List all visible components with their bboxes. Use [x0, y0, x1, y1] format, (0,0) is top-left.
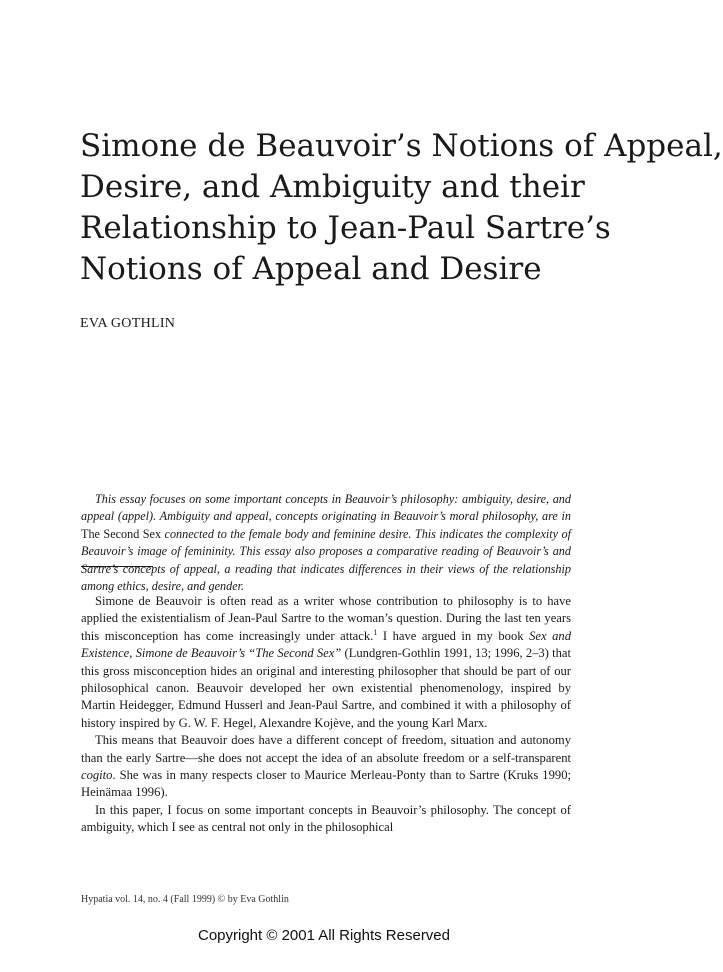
- body-paragraph-2: [81, 732, 571, 802]
- title-line-4: Notions of Appeal and Desire: [80, 251, 542, 287]
- abstract-text-2: connected to the female body and feminine desire. This indicates the complexity of Beauvoir’s image of femininity. This essay also proposes a comparative reading of Beauvoir’s and Sartre’s concepts of appeal, a reading that indicates differences in their views of the relationship among ethics, desire, and gender.: [81, 526, 571, 594]
- cited-book-title: Sex and Existence, Simone de Beauvoir’s “The Second Sex”: [81, 628, 572, 661]
- section-divider: [81, 566, 153, 567]
- author-name: EVA GOTHLIN: [80, 316, 176, 331]
- journal-footer: Hypatia vol. 14, no. 4 (Fall 1999) © by Eva Gothlin: [81, 894, 289, 905]
- title-line-3: Relationship to Jean-Paul Sartre’s: [80, 210, 611, 246]
- body-paragraph-1: [81, 593, 571, 732]
- cogito-term: cogito: [81, 768, 113, 783]
- abstract: [81, 491, 571, 595]
- abstract-paragraph: [81, 491, 571, 595]
- body-text-run: I have argued in my book: [377, 628, 530, 643]
- body-text-run: This means that Beauvoir does have a different concept of freedom, situation and autonomy than the early Sartre—she does not accept the idea of an absolute freedom or a self-transparent: [81, 733, 571, 765]
- title-line-1: Simone de Beauvoir’s Notions of Appeal,: [80, 128, 723, 164]
- body-text-run: . She was in many respects closer to Maurice Merleau-Ponty than to Sartre (Kruks 1990; Heinämaa 1996).: [81, 768, 571, 800]
- body-paragraph-3: In this paper, I focus on some important concepts in Beauvoir’s philosophy. The concept of ambiguity, which I see as central not only in the philosophical: [81, 802, 571, 835]
- abstract-book-title: The Second Sex: [81, 526, 162, 541]
- body-text-run: Simone de Beauvoir is often read as a writer whose contribution to philosophy is to have applied the existentialism of Jean-Paul Sartre to the woman’s question. During the last ten years this misconception has come increasingly under attack.: [81, 594, 571, 643]
- body-text-run: (Lundgren-Gothlin 1991, 13; 1996, 2–3) that this gross misconception hides an original and interesting philosopher that should be part of our philosophical canon. Beauvoir developed her own existential phenomenology, inspired by Martin Heidegger, Edmund Husserl and Jean-Paul Sartre, and combined it with a philosophy of history inspired by G. W. F. Hegel, Alexandre Kojève, and the young Karl Marx.: [81, 646, 571, 730]
- copyright-notice: Copyright © 2001 All Rights Reserved: [197, 927, 450, 944]
- article-title: [80, 126, 723, 290]
- abstract-text-1: This essay focuses on some important concepts in Beauvoir’s philosophy: ambiguity, desire, and appeal (appel). Ambiguity and appeal, concepts originating in Beauvoir’s moral philosophy, are in: [81, 492, 571, 524]
- title-line-2: Desire, and Ambiguity and their: [80, 169, 585, 205]
- footnote-marker[interactable]: 1: [373, 627, 378, 637]
- body-text: [81, 593, 571, 837]
